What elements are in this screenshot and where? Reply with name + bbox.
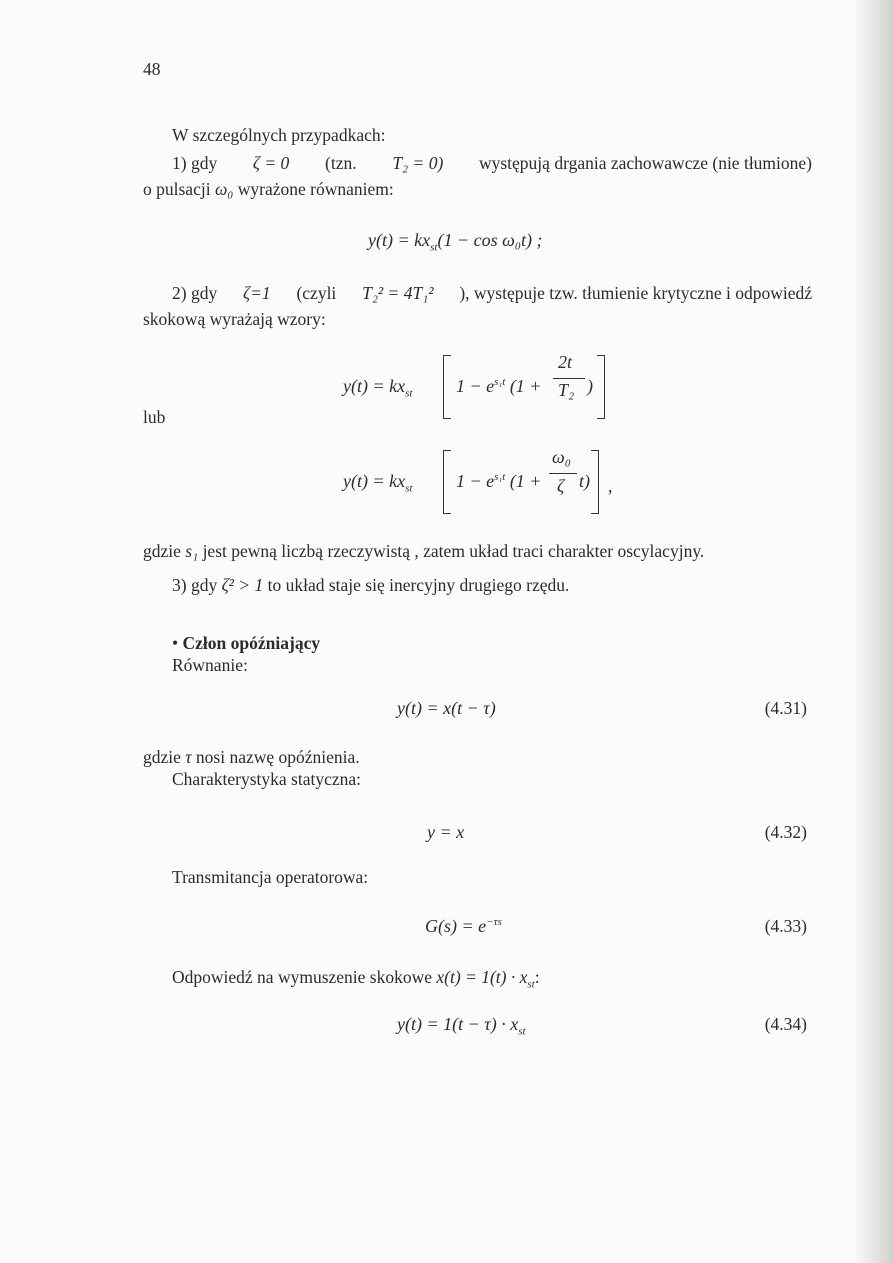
formula2-numerator: ω₀ [552,447,571,467]
case2-formula1-left: $y(t) = kx_{st}$ [343,376,413,400]
odpowiedz-text: Odpowiedź na wymuszenie skokowe $x(t) = 1(t) \cdot x_{st}$: [172,967,540,991]
equation-number-4-33: (4.33) [764,916,807,936]
gdzie-tau-text: gdzie τ nosi nazwę opóźnienia. [143,747,360,767]
formula1-denominator: T₂ [558,380,575,400]
formula1-right-bracket [597,355,605,419]
equation-4-33: $G(s) = e^{-\tau s}$ [425,916,502,936]
formula1-numerator: 2t [558,352,573,372]
case2-line1: 2) gdy ζ=1 (czyli T₂² = 4T₁² ), występuje tzw. tłumienie krytyczne i odpowiedź [172,283,812,303]
page-number: 48 [143,59,161,79]
section-heading: • Człon opóźniający [172,633,321,653]
page-edge-shadow [853,0,893,1263]
case2-formula2-inner: $1 - e^{s_1t}$ (1 + [456,471,542,491]
equation-number-4-32: (4.32) [764,822,807,842]
case2-formula2-left: $y(t) = kx_{st}$ [343,471,413,495]
formula2-denominator: ζ [557,476,565,496]
equation-4-32: y = x [427,822,465,842]
intro-text: W szczególnych przypadkach: [172,125,386,145]
formula2-fraction-bar [549,473,577,474]
equation-number-4-34: (4.34) [764,1014,807,1034]
case1-line1: 1) gdy ζ = 0 (tzn. T₂ = 0) występują drgania zachowawcze (nie tłumione) [172,153,812,173]
formula1-left-bracket [443,355,451,419]
rownanie-label: Równanie: [172,655,248,675]
transmitancja-label: Transmitancja operatorowa: [172,867,369,887]
case1-line2: o pulsacji ω₀ wyrażone równaniem: [143,179,394,199]
equation-4-34: $y(t) = 1(t - \tau) \cdot x_{st}$ [397,1014,526,1038]
formula2-close: t) [579,471,590,491]
formula1-fraction-bar [553,378,585,379]
case2-after: gdzie s₁ jest pewną liczbą rzeczywistą , zatem układ traci charakter oscylacyjny. [143,541,705,561]
case2-line2: skokową wyrażają wzory: [143,309,326,329]
formula1-close: ) [587,376,593,396]
formula2-left-bracket [443,450,451,514]
lub-text: lub [143,407,166,427]
formula2-right-bracket [591,450,599,514]
case1-formula: $y(t) = kx_{st}(1 - \cos \omega_0t)$ ; [368,230,543,254]
case2-formula1-inner: $1 - e^{s_1t}$ (1 + [456,376,542,396]
formula2-comma: , [608,476,613,496]
case3-line: 3) gdy ζ² > 1 to układ staje się inercyjny drugiego rzędu. [172,575,570,595]
equation-number-4-31: (4.31) [764,698,807,718]
equation-4-31: y(t) = x(t − τ) [397,698,496,718]
char-stat-label: Charakterystyka statyczna: [172,769,362,789]
